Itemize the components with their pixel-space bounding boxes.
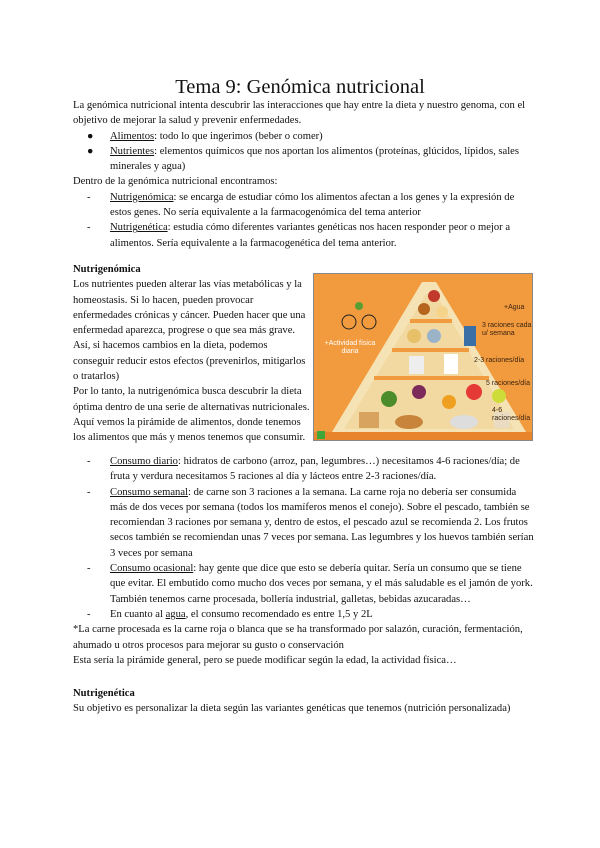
pyramid-label: +Agua [504,304,525,311]
nutrigenetica-section [73,686,535,717]
definition: : elementos químicos que nos aportan los alimentos (proteínas, glúcidos, lípidos, sales minerales y agua) [110,145,519,173]
pyramid-label: +Actividad física diaria [324,340,376,355]
term: agua [165,608,186,620]
term: Nutrientes [110,145,155,157]
definitions-list [73,129,533,175]
food-pyramid-image [313,273,533,441]
definition: : todo lo que ingerimos (beber o comer) [154,130,323,142]
term: Alimentos [110,130,155,142]
definition: : de carne son 3 raciones a la semana. La carne roja no debería ser consumida más de dos veces por semana (todos los mamíferos menos el conejo). Sobre el pescado, también se recomiendan 3 raciones por semana y, dentro de estos, el pescado azul se recomienda 2. Los frutos secos también se recomiendan unas 7 veces por semana. Las legumbres y los huevos también serían 3 veces por semana [110,486,534,559]
section-heading: Nutrigenética [73,688,135,699]
text: , el consumo recomendado es entre 1,5 y 2L [185,608,373,620]
consumo-list [73,454,535,622]
section-heading: Nutrigenómica [73,264,141,275]
list-item: ● Alimentos: todo lo que ingerimos (beber o comer) [87,130,323,142]
list-item: - Consumo semanal: de carne son 3 raciones a la semana. La carne roja no debería ser consumida más de dos veces por semana (todos los mamíferos menos el conejo). Sobre el pescado, también se recomiendan 3 raciones por semana y, dentro de estos, el pescado azul se recomienda 2. Los frutos secos también se recomiendan unas 7 veces por semana. Las legumbres y los huevos también serían 3 veces por semana [87,486,534,559]
paragraph: Por lo tanto, la nutrigenómica busca descubrir la dieta óptima dentro de una serie de alternativas nutricionales. Aquí vemos la pirámide de alimentos, donde tenemos los alimentos que más y menos tenemos que consumir. [73,386,310,444]
paragraph: Los nutrientes pueden alterar las vías metabólicas y la homeostasis. Si lo hacen, pueden provocar enfermedades crónicas y cáncer. Pueden hacer que una enfermedad aparezca, progrese o que sea más grave. Así, si hacemos cambios en la dieta, podemos conseguir reducir estos efectos (prevenirlos, mitigarlos o tratarlos) [73,279,306,383]
pyramid-label: 5 raciones/día [486,380,530,387]
definition: : se encarga de estudiar cómo los alimentos afectan a los genes y la expresión de estos genes. No sería equivalente a la farmacogenómica del tema anterior [110,191,515,219]
pyramid-label: 2-3 raciones/día [474,357,525,364]
intro-paragraph: La genómica nutricional intenta descubrir las interacciones que hay entre la dieta y nuestro genoma, con el objetivo de mejorar la salud y prevenir enfermedades. [73,100,526,127]
definition: : hay gente que dice que esto se debería quitar. Sería un consumo que se tiene que evitar. El embutido como mucho dos veces por semana, y el más saludable es el jamón de york. También tenemos carne procesada, bollería industrial, galletas, bebidas azucaradas… [110,563,533,605]
within-paragraph: Dentro de la genómica nutricional encontramos: [73,176,278,188]
consumo-section [73,454,535,668]
term: Consumo diario [110,456,178,467]
term: Nutrigenómica [110,191,174,203]
term: Nutrigenética [110,222,168,234]
types-list [73,190,533,251]
intro-section [73,98,533,251]
term: Consumo ocasional [110,563,194,575]
term: Consumo semanal [110,486,188,498]
definition: : estudia cómo diferentes variantes genéticas nos hacen responder peor o mejor a alimentos. Sería equivalente a la farmacogenética del tema anterior. [110,222,511,249]
list-item: - Consumo diario: hidratos de carbono (arroz, pan, legumbres…) necesitamos 4-6 raciones/día; de fruta y verdura necesitamos 5 raciones al día y lácteos entre 2-3 raciones/día. [87,456,520,483]
paragraph: Esta sería la pirámide general, pero se puede modificar según la edad, la actividad física… [73,654,457,666]
list-item: - En cuanto al agua, el consumo recomendado es entre 1,5 y 2L [87,608,373,620]
list-item: - Consumo ocasional: hay gente que dice que esto se debería quitar. Sería un consumo que se tiene que evitar. El embutido como mucho dos veces por semana, y el más saludable es el jamón de york. También tenemos carne procesada, bollería industrial, galletas, bebidas azucaradas… [87,563,533,605]
list-item: ● Nutrientes: elementos químicos que nos aportan los alimentos (proteínas, glúcidos, lípidos, sales minerales y agua) [87,145,519,173]
text: En cuanto al [110,608,166,620]
pyramid-label: 3 raciones cada u/ semana [482,322,532,337]
page-title: Tema 9: Genómica nutricional [175,76,425,98]
definition: : hidratos de carbono (arroz, pan, legumbres…) necesitamos 4-6 raciones/día; de fruta y verdura necesitamos 5 raciones al día y lácteos entre 2-3 raciones/día. [110,456,520,483]
note-paragraph: *La carne procesada es la carne roja o blanca que se ha transformado por salazón, curación, fermentación, ahumado u otros procesos para mejorar su gusto o conservación [73,624,523,651]
list-item: - Nutrigenética: estudia cómo diferentes variantes genéticas nos hacen responder peor o mejor a alimentos. Sería equivalente a la farmacogenética del tema anterior. [87,222,511,249]
list-item: - Nutrigenómica: se encarga de estudiar cómo los alimentos afectan a los genes y la expresión de estos genes. No sería equivalente a la farmacogenómica del tema anterior [87,191,515,219]
paragraph: Su objetivo es personalizar la dieta según las variantes genéticas que tenemos (nutrición personalizada) [73,703,511,715]
pyramid-label: 4-6 raciones/día [492,407,531,422]
nutrigenomica-section [73,262,311,446]
